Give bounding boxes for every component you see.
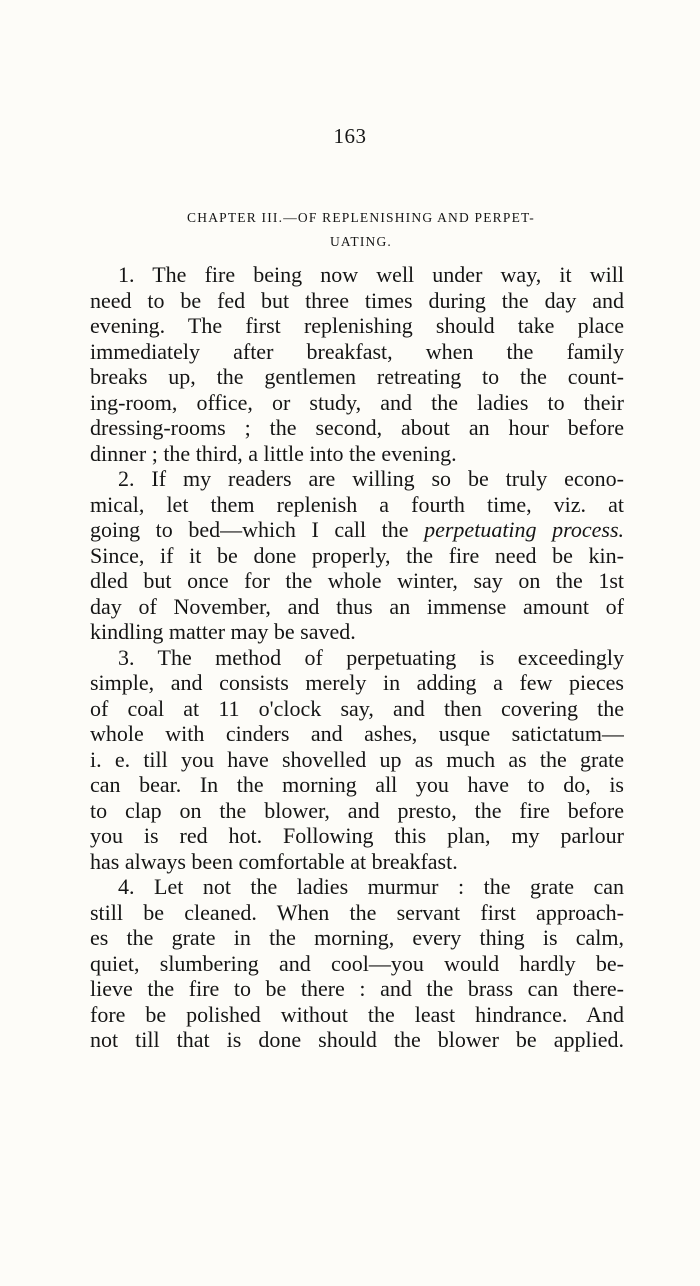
text-line: whole with cinders and ashes, usque satictatum— [90, 721, 624, 746]
text-line: lieve the fire to be there : and the brass can there- [90, 976, 624, 1001]
text-line: can bear. In the morning all you have to do, is [90, 772, 624, 797]
paragraph-1 [90, 262, 624, 466]
italic-term: perpetuating process. [424, 517, 624, 542]
text-line: dressing-rooms ; the second, about an hour before [90, 415, 624, 440]
chapter-heading-line: CHAPTER III.—OF REPLENISHING AND PERPET- [187, 210, 535, 225]
text-line: Since, if it be done properly, the fire need be kin- [90, 542, 624, 568]
page-number: 163 [333, 124, 367, 148]
text-line: quiet, slumbering and cool—you would hardly be- [90, 950, 624, 976]
text-line: dled but once for the whole winter, say on the 1st [90, 568, 624, 593]
text-line: mical, let them replenish a fourth time, viz. at [90, 491, 624, 517]
body-text [90, 262, 624, 1053]
chapter-heading-line: UATING. [329, 234, 393, 249]
text-line: need to be fed but three times during the day and [90, 287, 624, 313]
text-line: fore be polished without the least hindrance. And [90, 1001, 624, 1027]
paragraph-2 [90, 466, 624, 645]
text-line: day of November, and thus an immense amount of [90, 593, 624, 619]
paragraph-4 [90, 874, 624, 1053]
text-line: breaks up, the gentlemen retreating to the count- [90, 364, 624, 389]
text-line: simple, and consists merely in adding a few pieces [90, 670, 624, 695]
text-fragment: going to bed—which I call the [90, 517, 425, 542]
text-line: 1. The fire being now well under way, it will [118, 262, 624, 287]
text-line: 2. If my readers are willing so be truly econo- [118, 466, 624, 491]
text-line: has always been comfortable at breakfast. [90, 848, 458, 874]
text-line [90, 517, 624, 543]
text-line: kindling matter may be saved. [90, 619, 356, 644]
text-line: immediately after breakfast, when the family [90, 338, 624, 364]
text-line: es the grate in the morning, every thing is calm, [90, 925, 624, 950]
text-line: 4. Let not the ladies murmur : the grate can [118, 874, 624, 899]
text-line: still be cleaned. When the servant first approach- [90, 899, 624, 925]
text-line: you is red hot. Following this plan, my parlour [90, 823, 624, 848]
text-line: 3. The method of perpetuating is exceedingly [118, 644, 624, 670]
paragraph-3 [90, 645, 624, 875]
text-line: i. e. till you have shovelled up as much as the grate [90, 746, 624, 772]
text-line: of coal at 11 o'clock say, and then covering the [90, 695, 624, 721]
chapter-heading [96, 206, 626, 254]
text-line: to clap on the blower, and presto, the fire before [90, 797, 624, 823]
text-line: ing-room, office, or study, and the ladies to their [90, 389, 624, 415]
text-line: evening. The first replenishing should take place [90, 313, 624, 338]
text-line: dinner ; the third, a little into the evening. [90, 440, 457, 466]
text-line: not till that is done should the blower be applied. [90, 1027, 624, 1052]
